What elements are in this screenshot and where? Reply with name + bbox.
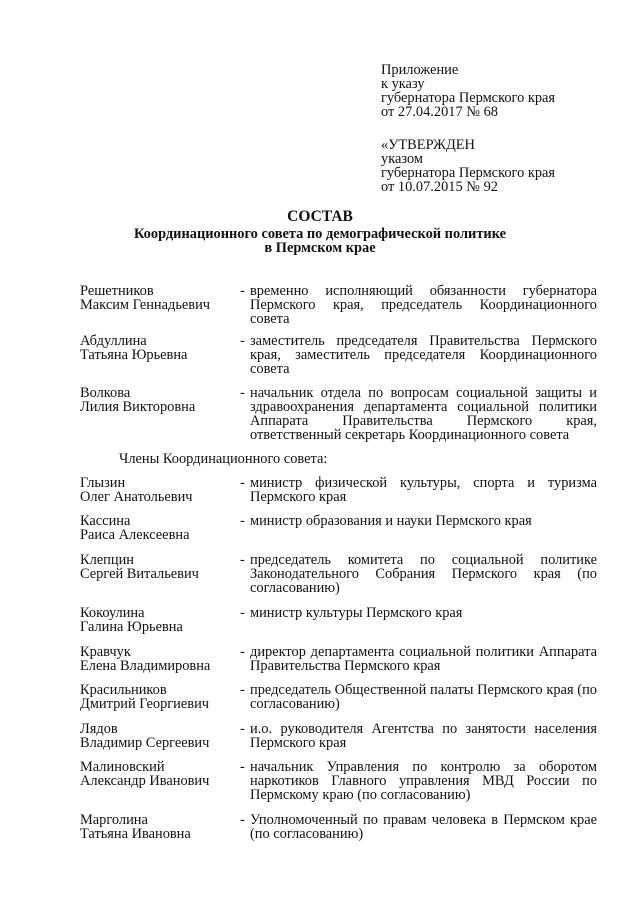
document-subtitle [0,227,640,255]
member-first-names: Лилия Викторовна [80,399,196,415]
member-dash: - [240,605,245,621]
member-role: председатель комитета по социальной политике Законодательного Собрания Пермского края (по согласованию) [250,552,597,596]
member-first-names: Елена Владимировна [80,658,211,674]
member-name [80,722,240,750]
member-surname: Глызин [80,475,126,491]
member-role: директор департамента социальной политики Аппарата Правительства Пермского края [250,644,597,674]
member-dash: - [240,475,245,491]
document-title: СОСТАВ [287,208,353,225]
member-name [80,683,240,711]
member-dash: - [240,644,245,660]
member-surname: Кравчук [80,644,131,660]
member-surname: Клепцин [80,552,134,568]
member-dash: - [240,283,245,299]
member-name [80,645,240,673]
member-surname: Красильников [80,682,167,698]
member-role: министр физической культуры, спорта и туризма Пермского края [250,475,597,505]
member-role: временно исполняющий обязанности губернатора Пермского края, председатель Координационного совета [250,283,597,327]
member-role: начальник Управления по контролю за оборотом наркотиков Главного управления МВД России по Пермскому краю (по согласованию) [250,759,597,803]
member-surname: Марголина [80,812,148,828]
member-first-names: Александр Иванович [80,773,210,789]
member-first-names: Олег Анатольевич [80,489,193,505]
appendix-note [381,63,621,119]
approval-line: губернатора Пермского края [381,165,556,181]
appendix-line: губернатора Пермского края [381,90,556,106]
member-dash: - [240,759,245,775]
subtitle-line: в Пермском крае [264,240,376,256]
approval-line: указом [381,151,423,167]
member-name [80,760,240,788]
member-role: министр образования и науки Пермского края [250,513,532,529]
appendix-line: к указу [381,76,425,92]
approval-line: от 10.07.2015 № 92 [381,179,498,195]
member-surname: Абдуллина [80,333,147,349]
member-first-names: Галина Юрьевна [80,619,183,635]
member-first-names: Дмитрий Георгиевич [80,696,210,712]
member-surname: Кассина [80,513,131,529]
appendix-line: Приложение [381,62,459,78]
member-name [80,813,240,841]
member-role: начальник отдела по вопросам социальной защиты и здравоохранения департамента социальной политики Аппарата Правительства Пермского края, ответственный секретарь Координационного совета [250,385,597,443]
member-role: председатель Общественной палаты Пермского края (по согласованию) [250,682,597,712]
member-role: министр культуры Пермского края [250,605,463,621]
subtitle-line: Координационного совета по демографической политике [133,226,507,242]
member-dash: - [240,721,245,737]
member-name [80,553,240,581]
member-dash: - [240,385,245,401]
member-dash: - [240,682,245,698]
member-name [80,606,240,634]
member-first-names: Татьяна Ивановна [80,826,191,842]
member-role: и.о. руководителя Агентства по занятости населения Пермского края [250,721,597,751]
member-name [80,386,240,414]
member-dash: - [240,552,245,568]
members-heading: Члены Координационного совета: [119,451,328,467]
member-role: заместитель председателя Правительства Пермского края, заместитель председателя Координационного совета [250,333,597,377]
member-dash: - [240,333,245,349]
approval-note [381,138,621,194]
member-surname: Кокоулина [80,605,145,621]
member-name [80,476,240,504]
member-surname: Лядов [80,721,118,737]
member-surname: Волкова [80,385,131,401]
member-first-names: Владимир Сергеевич [80,735,210,751]
member-first-names: Раиса Алексеевна [80,527,190,543]
member-surname: Решетников [80,283,154,299]
member-surname: Малиновский [80,759,165,775]
member-name [80,334,240,362]
member-name [80,514,240,542]
member-dash: - [240,513,245,529]
appendix-line: от 27.04.2017 № 68 [381,104,498,120]
approval-line: «УТВЕРЖДЕН [381,137,475,153]
member-role: Уполномоченный по правам человека в Пермском крае (по согласованию) [250,812,597,842]
member-name [80,284,240,312]
member-dash: - [240,812,245,828]
member-first-names: Максим Геннадьевич [80,297,211,313]
member-first-names: Татьяна Юрьевна [80,347,188,363]
member-first-names: Сергей Витальевич [80,566,199,582]
